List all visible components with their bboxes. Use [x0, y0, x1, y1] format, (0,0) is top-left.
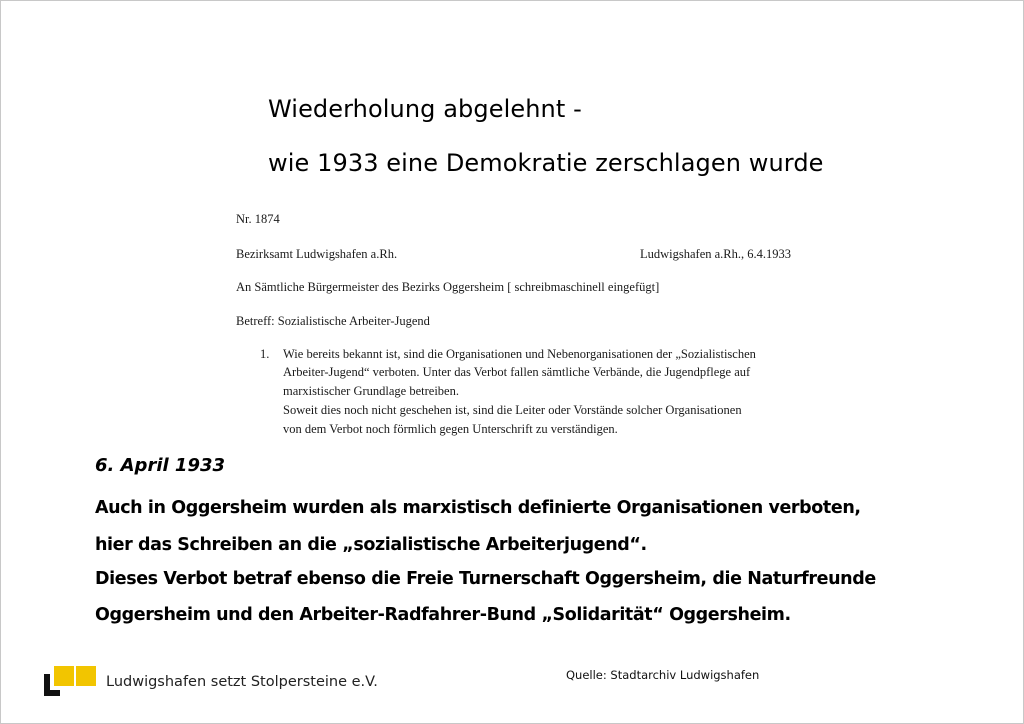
- document-item-number: 1.: [260, 347, 270, 361]
- document-recipient: An Sämtliche Bürgermeister des Bezirks Oggersheim [ schreibmaschinell eingefügt]: [236, 280, 660, 294]
- logo-l-shape: [44, 690, 60, 696]
- caption-line: Oggersheim und den Arbeiter-Radfahrer-Bund „Solidarität“ Oggersheim.: [95, 605, 791, 625]
- slide-title-line1: Wiederholung abgelehnt -: [268, 95, 582, 123]
- logo-yellow-square: [76, 666, 96, 686]
- document-sender: Bezirksamt Ludwigshafen a.Rh.: [236, 247, 398, 261]
- slide-title-line2: wie 1933 eine Demokratie zerschlagen wurde: [268, 149, 824, 177]
- logo-yellow-square: [54, 666, 74, 686]
- document-subject: Betreff: Sozialistische Arbeiter-Jugend: [236, 314, 430, 328]
- document-item-line: Arbeiter-Jugend“ verboten. Unter das Verbot fallen sämtliche Verbände, die Jugendpflege auf: [283, 365, 751, 379]
- source-credit: Quelle: Stadtarchiv Ludwigshafen: [566, 668, 760, 682]
- document-item-line: Soweit dies noch nicht geschehen ist, sind die Leiter oder Vorstände solcher Organisationen: [283, 403, 742, 417]
- caption-line: Dieses Verbot betraf ebenso die Freie Turnerschaft Oggersheim, die Naturfreunde: [95, 569, 876, 589]
- caption-date: 6. April 1933: [95, 455, 226, 476]
- organization-logo-icon: [44, 666, 98, 696]
- document-item-line: marxistischer Grundlage betreiben.: [283, 384, 459, 398]
- document-place-date: Ludwigshafen a.Rh., 6.4.1933: [640, 247, 792, 261]
- caption-line: hier das Schreiben an die „sozialistische Arbeiterjugend“.: [95, 535, 647, 555]
- caption-line: Auch in Oggersheim wurden als marxistisch definierte Organisationen verboten,: [95, 498, 861, 518]
- organization-name: Ludwigshafen setzt Stolpersteine e.V.: [106, 674, 378, 690]
- document-item-line: von dem Verbot noch förmlich gegen Unterschrift zu verständigen.: [283, 422, 618, 436]
- document-item-line: Wie bereits bekannt ist, sind die Organisationen und Nebenorganisationen der „Sozialistischen: [283, 347, 756, 361]
- document-number: Nr. 1874: [236, 212, 280, 226]
